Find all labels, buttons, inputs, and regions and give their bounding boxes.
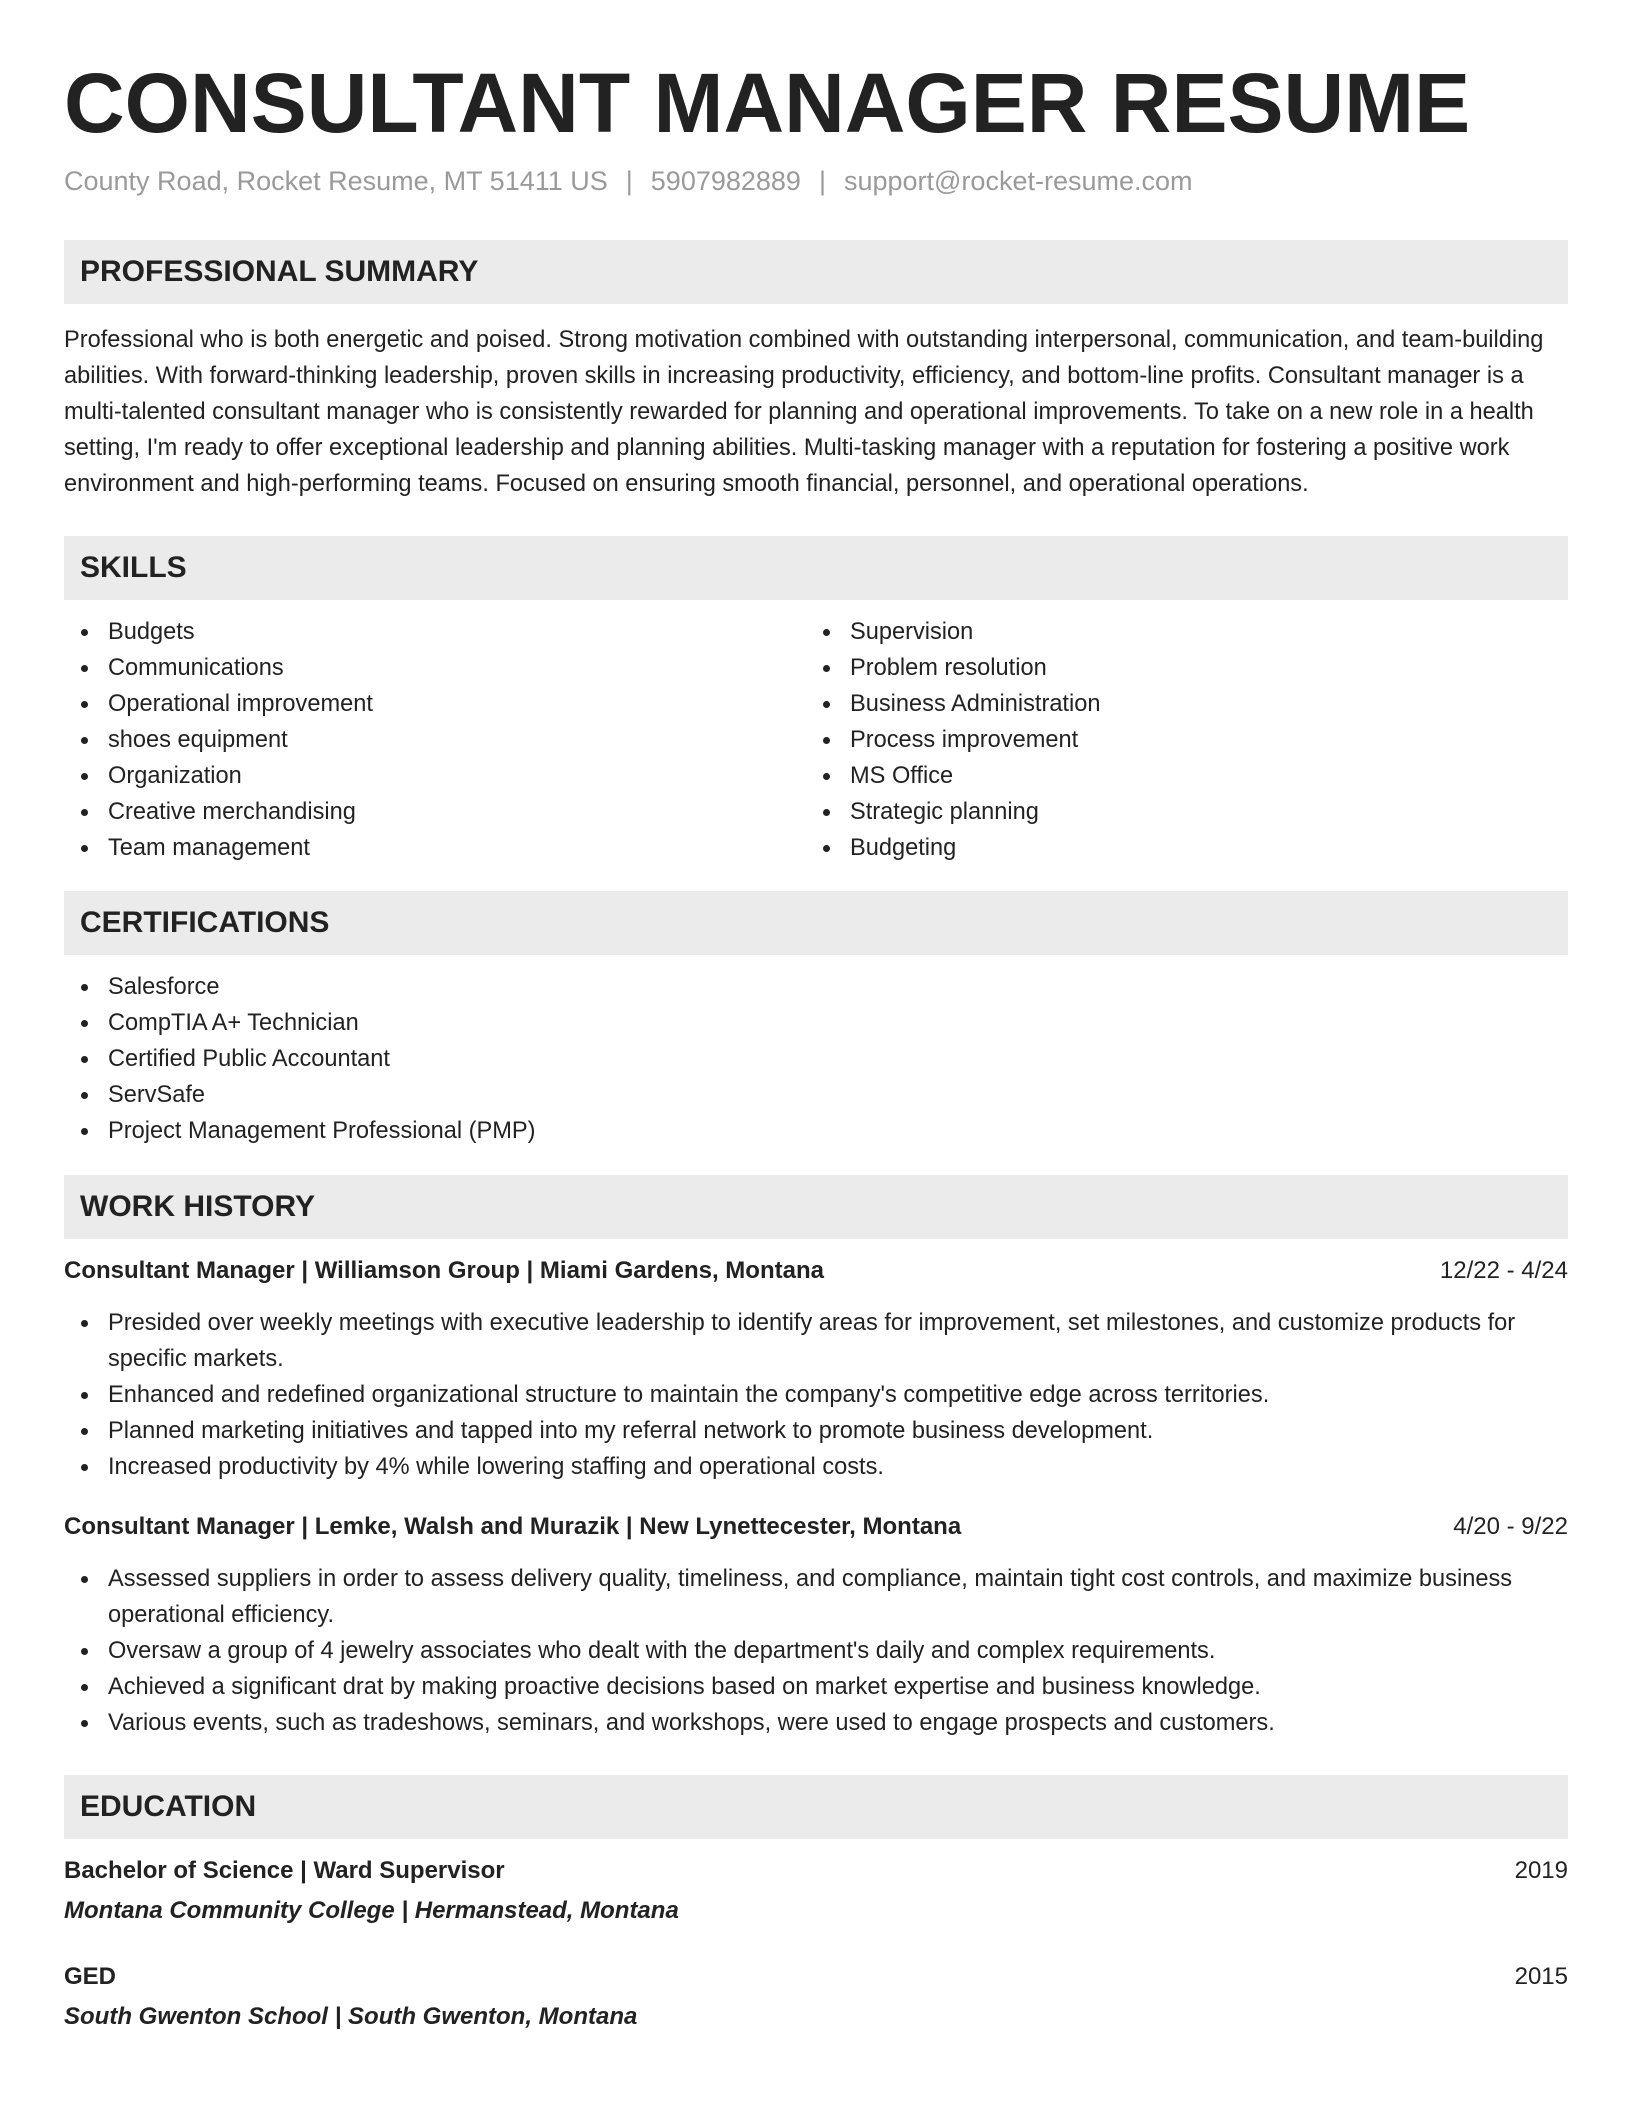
- certification-item: Salesforce: [64, 969, 1568, 1005]
- contact-address: County Road, Rocket Resume, MT 51411 US: [64, 166, 608, 196]
- education-entry: [64, 1959, 1568, 2035]
- skill-item: Strategic planning: [806, 794, 1548, 830]
- skills-heading: SKILLS: [64, 536, 1568, 600]
- education-entry: [64, 1853, 1568, 1929]
- job-header: [64, 1509, 1568, 1545]
- job-dates: 12/22 - 4/24: [1439, 1257, 1568, 1284]
- job-bullet: Planned marketing initiatives and tapped into my referral network to promote business development.: [64, 1413, 1568, 1449]
- job-dates: 4/20 - 9/22: [1453, 1513, 1568, 1540]
- skill-item: Budgeting: [806, 830, 1548, 866]
- job-bullet: Achieved a significant drat by making proactive decisions based on market expertise and business knowledge.: [64, 1669, 1568, 1705]
- education-header: [64, 1959, 1568, 1995]
- summary-text: Professional who is both energetic and poised. Strong motivation combined with outstanding interpersonal, communication, and team-building abilities. With forward-thinking leadership, proven skills in increasing productivity, efficiency, and bottom-line profits. Consultant manager is a multi-talented consultant manager who is consistently rewarded for planning and operational improvements. To take on a new role in a health setting, I'm ready to offer exceptional leadership and planning abilities. Multi-tasking manager with a reputation for fostering a positive work environment and high-performing teams. Focused on ensuring smooth financial, personnel, and operational operations.: [64, 327, 1544, 497]
- certifications-list: [64, 969, 1568, 1149]
- education-year: 2019: [1514, 1857, 1568, 1884]
- skill-item: shoes equipment: [64, 722, 806, 758]
- resume-page: [64, 0, 1568, 2035]
- skills-list-right: [806, 614, 1548, 866]
- job-title: Consultant Manager | Williamson Group | Miami Gardens, Montana: [64, 1257, 824, 1284]
- skill-item: MS Office: [806, 758, 1548, 794]
- education-header: [64, 1853, 1568, 1889]
- work-history-heading: WORK HISTORY: [64, 1175, 1568, 1239]
- education-heading: EDUCATION: [64, 1775, 1568, 1839]
- job-header: [64, 1253, 1568, 1289]
- skill-item: Team management: [64, 830, 806, 866]
- job-entry: [64, 1253, 1568, 1485]
- skill-item: Organization: [64, 758, 806, 794]
- skill-item: Budgets: [64, 614, 806, 650]
- skill-item: Business Administration: [806, 686, 1548, 722]
- education-school: Montana Community College | Hermanstead, Montana: [64, 1897, 679, 1924]
- job-bullet: Oversaw a group of 4 jewelry associates who dealt with the department's daily and complex requirements.: [64, 1633, 1568, 1669]
- skill-item: Supervision: [806, 614, 1548, 650]
- skill-item: Operational improvement: [64, 686, 806, 722]
- education-school: South Gwenton School | South Gwenton, Montana: [64, 2003, 638, 2030]
- job-bullet: Increased productivity by 4% while lowering staffing and operational costs.: [64, 1449, 1568, 1485]
- certifications-heading: CERTIFICATIONS: [64, 891, 1568, 955]
- contact-email: support@rocket-resume.com: [843, 166, 1193, 196]
- certification-item: Project Management Professional (PMP): [64, 1113, 1568, 1149]
- skill-item: Problem resolution: [806, 650, 1548, 686]
- job-bullet: Enhanced and redefined organizational structure to maintain the company's competitive edge across territories.: [64, 1377, 1568, 1413]
- job-entry: [64, 1509, 1568, 1741]
- job-bullets: [64, 1561, 1568, 1741]
- job-title: Consultant Manager | Lemke, Walsh and Murazik | New Lynettecester, Montana: [64, 1513, 962, 1540]
- page-title: CONSULTANT MANAGER RESUME: [64, 56, 1471, 150]
- skills-list-left: [64, 614, 806, 866]
- certification-item: Certified Public Accountant: [64, 1041, 1568, 1077]
- job-bullet: Presided over weekly meetings with executive leadership to identify areas for improvement, set milestones, and customize products for specific markets.: [64, 1305, 1568, 1377]
- contact-phone: 5907982889: [650, 166, 801, 196]
- education-degree: Bachelor of Science | Ward Supervisor: [64, 1857, 505, 1884]
- job-bullets: [64, 1305, 1568, 1485]
- contact-separator: |: [818, 166, 826, 196]
- certification-item: CompTIA A+ Technician: [64, 1005, 1568, 1041]
- skill-item: Communications: [64, 650, 806, 686]
- contact-separator: |: [625, 166, 633, 196]
- job-bullet: Various events, such as tradeshows, seminars, and workshops, were used to engage prospects and customers.: [64, 1705, 1568, 1741]
- skills-grid: [64, 614, 1568, 866]
- education-degree: GED: [64, 1963, 117, 1990]
- contact-line: [64, 164, 1568, 198]
- education-year: 2015: [1514, 1963, 1568, 1990]
- certification-item: ServSafe: [64, 1077, 1568, 1113]
- summary-heading: PROFESSIONAL SUMMARY: [64, 240, 1568, 304]
- job-bullet: Assessed suppliers in order to assess delivery quality, timeliness, and compliance, maintain tight cost controls, and maximize business operational efficiency.: [64, 1561, 1568, 1633]
- skill-item: Process improvement: [806, 722, 1548, 758]
- skill-item: Creative merchandising: [64, 794, 806, 830]
